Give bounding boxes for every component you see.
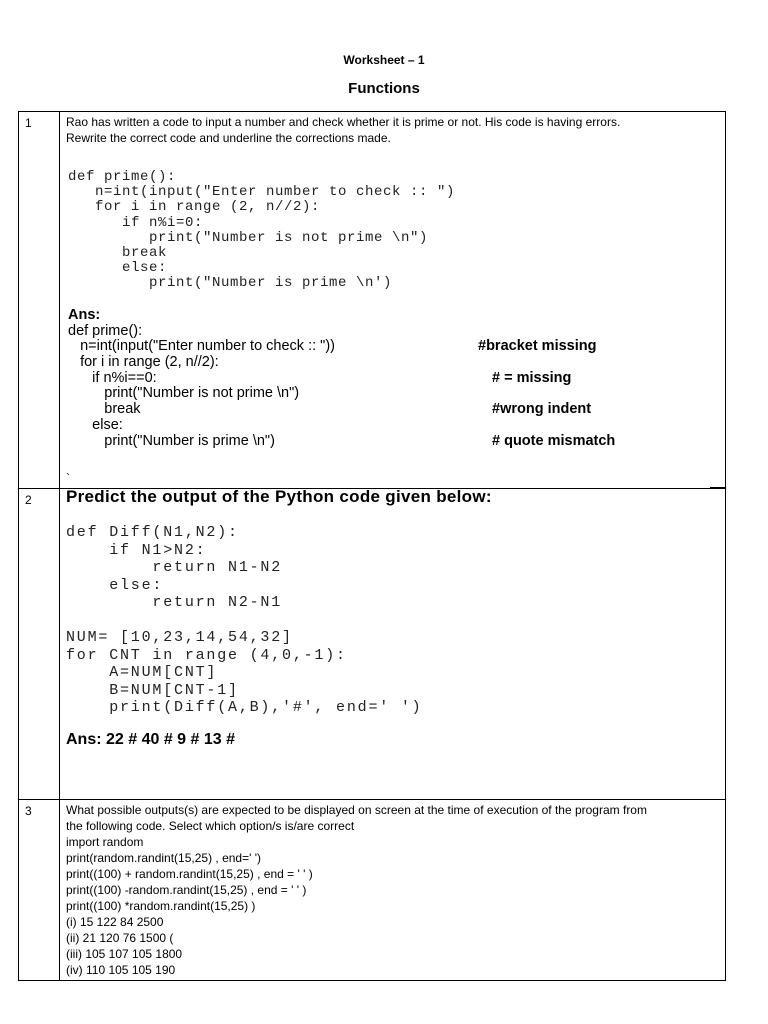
answer-code-line: print("Number is not prime \n") [68, 385, 300, 402]
question-number: 3 [25, 804, 32, 818]
code-line: print((100) + random.randint(15,25) , end = ' ' ) [66, 867, 313, 881]
worksheet-label: Worksheet – 1 [343, 53, 425, 67]
python-code: def Diff(N1,N2): if N1>N2: return N1-N2 else: return N2-N1 NUM= [10,23,14,54,32] for CNT in range (4,0,-1): A=NUM[CNT] B=NUM[CNT-1] print(Diff(A,B),'#', end=' ') [66, 524, 423, 716]
question-text-line: Rao has written a code to input a number and check whether it is prime or not. His code is having errors. [66, 115, 621, 129]
correction-comment: # quote mismatch [492, 432, 616, 449]
question-row-1 [19, 112, 726, 489]
row-divider-mark [710, 487, 726, 488]
code-line: print((100) *random.randint(15,25) ) [66, 899, 256, 913]
question-text-line: What possible outputs(s) are expected to be displayed on screen at the time of execution of the program from [66, 803, 647, 817]
answer-code-line: if n%i==0: [68, 369, 157, 386]
answer-label: Ans: [68, 307, 101, 323]
question-row-2 [19, 489, 726, 800]
correction-comment: # = missing [492, 369, 572, 386]
question-body-3 [60, 800, 726, 981]
question-body-1 [60, 112, 726, 489]
answer-code-line: def prime(): [68, 322, 143, 339]
page-title: Functions [348, 80, 420, 97]
question-row-3 [19, 800, 726, 981]
correction-comment: #wrong indent [492, 401, 592, 418]
code-line: print((100) -random.randint(15,25) , end = ' ' ) [66, 883, 307, 897]
option-line: (ii) 21 120 76 1500 ( [66, 931, 174, 945]
answer-code-line: for i in range (2, n//2): [68, 354, 219, 371]
answer-code-line: n=int(input("Enter number to check :: ")) [68, 338, 340, 355]
correction-comment: #bracket missing [478, 338, 597, 355]
question-text-line: Rewrite the correct code and underline the corrections made. [66, 131, 391, 145]
option-line: (iii) 105 107 105 1800 [66, 947, 183, 961]
code-line: import random [66, 835, 144, 849]
option-line: (i) 15 122 84 2500 [66, 915, 164, 929]
answer-code-line: break [68, 401, 141, 418]
answer-output: Ans: 22 # 40 # 9 # 13 # [66, 731, 235, 748]
answer-code-line: else: [68, 416, 123, 433]
stray-mark: ` [66, 471, 70, 485]
code-line: print(random.randint(15,25) , end=' ') [66, 851, 262, 865]
question-text-line: the following code. Select which option/s is/are correct [66, 819, 355, 833]
question-heading: Predict the output of the Python code given below: [66, 487, 492, 506]
answer-code-line: print("Number is prime \n") [68, 432, 275, 449]
question-number: 2 [25, 493, 32, 507]
erroneous-code: def prime(): n=int(input("Enter number to check :: ") for i in range (2, n//2): if n%i=0: print("Number is not prime \n") break else: print("Number is prime \n') [68, 169, 456, 292]
answer-block-1 [68, 308, 668, 449]
worksheet-table [18, 111, 726, 981]
question-body-2 [60, 489, 726, 800]
option-line: (iv) 110 105 105 190 [66, 963, 176, 977]
question-number: 1 [25, 116, 32, 130]
